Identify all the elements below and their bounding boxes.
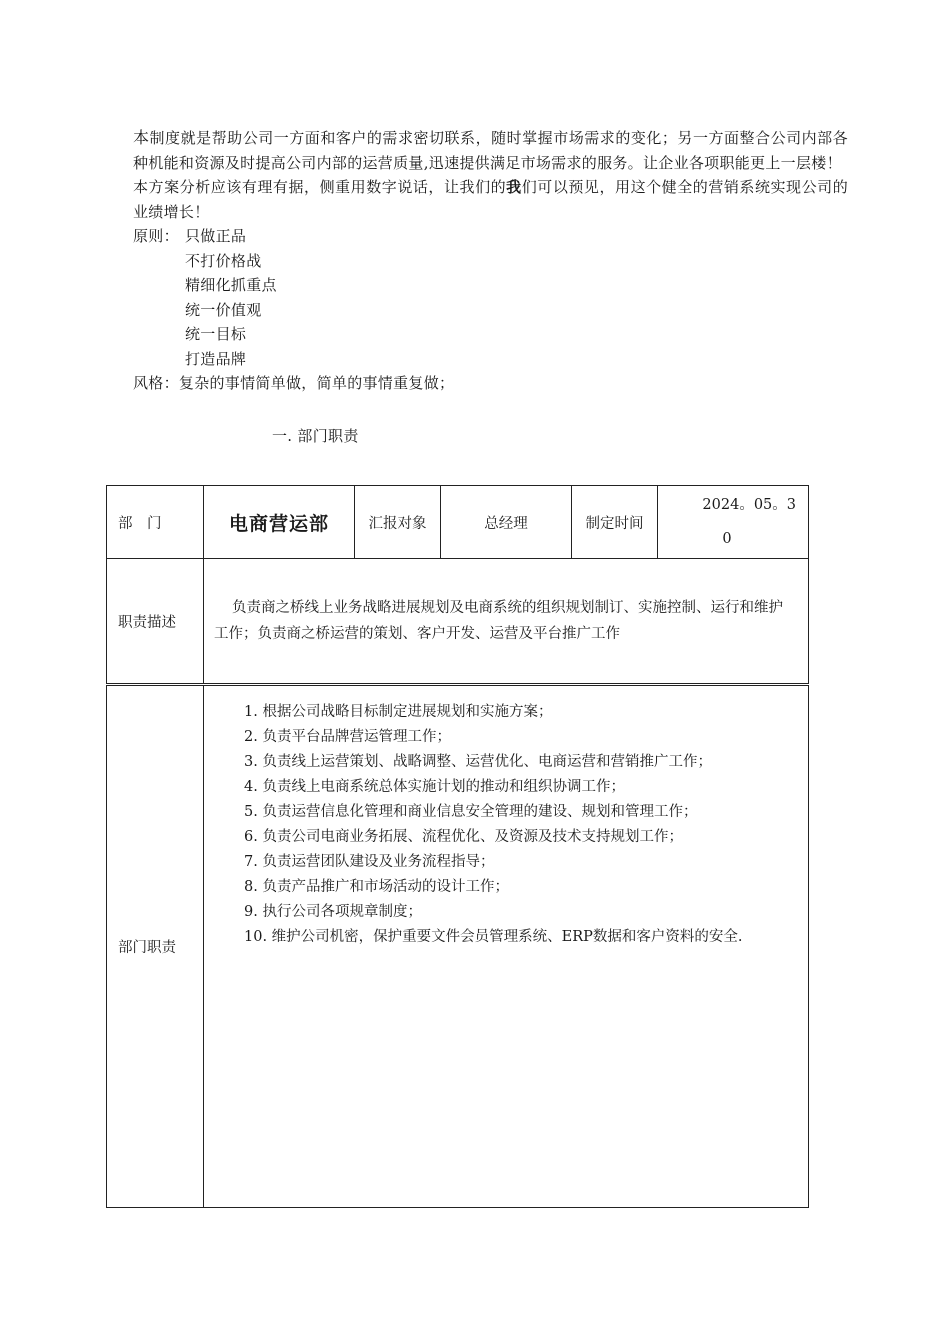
duty-label-cell: 部门职责 — [107, 685, 204, 1208]
date-label-cell: 制定时间 — [572, 486, 658, 559]
intro-paragraph-2-bold: 我 — [506, 178, 522, 196]
intro-paragraph-2-text-b: 们可以预见，用这个健全的营销系统实现公司的业绩增长！ — [133, 178, 849, 221]
duty-item: 4. 负责线上电商系统总体实施计划的推动和组织协调工作； — [244, 779, 625, 795]
table-row — [107, 486, 809, 559]
desc-text-cell — [204, 559, 809, 685]
principle-item: 只做正品 — [185, 227, 247, 245]
date-line-2: 0 — [722, 531, 732, 547]
intro-section — [133, 126, 848, 396]
table-row — [107, 559, 809, 685]
dept-name-cell: 电商营运部 — [204, 486, 355, 559]
date-value-cell — [658, 486, 809, 559]
principle-item: 不打价格战 — [185, 251, 262, 270]
duty-item: 1. 根据公司战略目标制定进展规划和实施方案； — [244, 704, 553, 720]
desc-label-cell: 职责描述 — [107, 559, 204, 685]
principles-label: 原则： — [133, 227, 179, 245]
intro-paragraph-1 — [133, 126, 848, 175]
duty-item: 6. 负责公司电商业务拓展、流程优化、及资源及技术支持规划工作； — [244, 829, 683, 845]
report-label-cell: 汇报对象 — [355, 486, 441, 559]
duty-item: 7. 负责运营团队建设及业务流程指导； — [244, 854, 495, 870]
style-line: 风格：复杂的事情简单做，简单的事情重复做； — [133, 374, 455, 392]
principle-item: 精细化抓重点 — [185, 276, 277, 294]
intro-lead-char: 本 — [133, 128, 150, 147]
desc-text: 负责商之桥线上业务战略进展规划及电商系统的组织规划制订、实施控制、运行和维护工作；负责商之桥运营的策划、客户开发、运营及平台推广工作 — [214, 600, 783, 642]
duty-item: 10. 维护公司机密，保护重要文件会员管理系统、ERP数据和客户资料的安全. — [244, 929, 743, 945]
intro-paragraph-2 — [133, 175, 848, 224]
date-line-1: 2024。05。3 — [702, 497, 796, 513]
intro-paragraph-2-text-a: 本方案分析应该有理有据，侧重用数字说话，让我们的 — [133, 178, 507, 196]
duty-item: 8. 负责产品推广和市场活动的设计工作； — [244, 879, 509, 895]
table-row — [107, 685, 809, 1208]
department-duty-table — [106, 485, 809, 1208]
duty-item: 2. 负责平台品牌营运管理工作； — [244, 729, 451, 745]
duty-item: 5. 负责运营信息化管理和商业信息安全管理的建设、规划和管理工作； — [244, 804, 698, 820]
duty-item: 9. 执行公司各项规章制度； — [244, 904, 422, 920]
principle-item: 统一价值观 — [185, 300, 262, 319]
report-value-cell: 总经理 — [441, 486, 572, 559]
principles-first-row — [133, 224, 848, 249]
duty-item: 3. 负责线上运营策划、战略调整、运营优化、电商运营和营销推广工作； — [244, 754, 712, 770]
duty-list-cell — [204, 685, 809, 1208]
principle-item: 打造品牌 — [185, 349, 247, 368]
dept-label-cell: 部 门 — [107, 486, 204, 559]
principle-item: 统一目标 — [185, 325, 247, 343]
section-heading: 一. 部门职责 — [272, 427, 359, 445]
intro-paragraph-1-text: 制度就是帮助公司一方面和客户的需求密切联系，随时掌握市场需求的变化；另一方面整合公司内部各种机能和资源及时提高公司内部的运营质量,迅速提供满足市场需求的服务。让企业各项职能更上一层楼！ — [133, 129, 848, 172]
